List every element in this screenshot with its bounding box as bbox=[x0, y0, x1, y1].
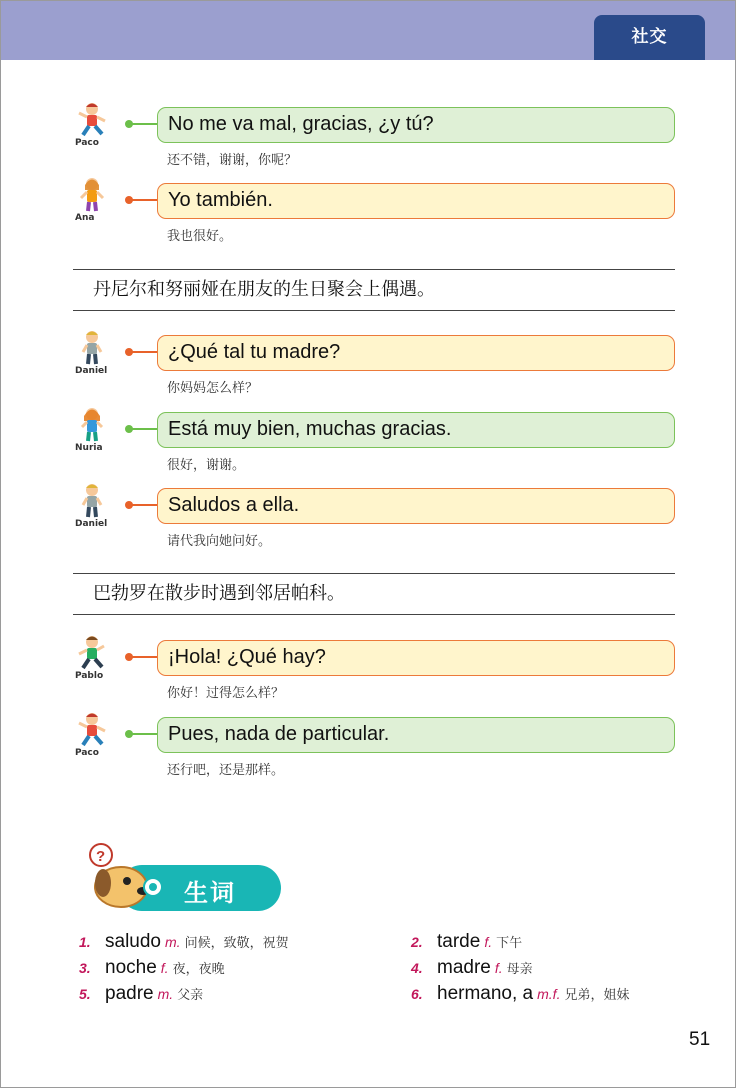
vocab-word: madre bbox=[437, 957, 491, 978]
connector bbox=[125, 199, 159, 201]
vocab-number: 1. bbox=[79, 934, 91, 950]
speaker-name: Pablo bbox=[75, 671, 104, 681]
vocab-number: 2. bbox=[411, 934, 423, 950]
speaker-name: Paco bbox=[75, 138, 99, 148]
dialogue-bubble: Está muy bien, muchas gracias. bbox=[157, 412, 675, 448]
girl-character-icon bbox=[75, 406, 109, 446]
speaker-figure-paco bbox=[75, 101, 109, 147]
boy-character-icon bbox=[75, 711, 109, 751]
vocab-item bbox=[411, 983, 629, 1005]
boy-character-icon bbox=[75, 329, 109, 369]
dialogue-bubble: ¡Hola! ¿Qué hay? bbox=[157, 640, 675, 676]
speaker-figure-paco bbox=[75, 711, 109, 757]
dialogue-translation: 还不错，谢谢，你呢？ bbox=[167, 153, 298, 168]
dialogue-bubble: ¿Qué tal tu madre? bbox=[157, 335, 675, 371]
vocab-word: tarde bbox=[437, 931, 481, 952]
dialogue-bubble: Yo también. bbox=[157, 183, 675, 219]
boy-character-icon bbox=[75, 482, 109, 522]
connector bbox=[125, 123, 159, 125]
speaker-figure-nuria bbox=[75, 406, 109, 452]
boy-character-icon bbox=[75, 634, 109, 674]
vocab-pos: f. bbox=[160, 960, 169, 976]
vocab-number: 4. bbox=[411, 960, 423, 976]
vocab-pos: f. bbox=[484, 934, 493, 950]
dialogue-bubble: Saludos a ella. bbox=[157, 488, 675, 524]
vocab-pos: m. bbox=[165, 934, 181, 950]
vocab-number: 5. bbox=[79, 986, 91, 1002]
speaker-figure-ana bbox=[75, 176, 109, 222]
vocab-pos: m. bbox=[157, 986, 174, 1002]
speaker-figure-daniel bbox=[75, 482, 109, 528]
connector bbox=[125, 656, 159, 658]
dog-mascot-icon bbox=[79, 837, 175, 913]
vocab-word: hermano, a bbox=[437, 983, 534, 1004]
dialogue-bubble: Pues, nada de particular. bbox=[157, 717, 675, 753]
vocab-word: padre bbox=[105, 983, 154, 1004]
connector bbox=[125, 351, 159, 353]
speaker-figure-pablo bbox=[75, 634, 109, 680]
speaker-name: Paco bbox=[75, 748, 99, 758]
vocab-item bbox=[79, 957, 225, 979]
vocab-pos: f. bbox=[494, 960, 503, 976]
vocab-item bbox=[79, 931, 289, 953]
connector bbox=[125, 428, 159, 430]
dialogue-translation: 你好！过得怎么样？ bbox=[167, 686, 285, 701]
vocab-number: 3. bbox=[79, 960, 91, 976]
dialogue-translation: 请代我向她问好。 bbox=[167, 534, 272, 549]
vocab-meaning: 下午 bbox=[496, 936, 523, 951]
vocab-word: saludo bbox=[105, 931, 161, 952]
vocab-meaning: 问候，致敬，祝贺 bbox=[184, 936, 289, 951]
speaker-name: Ana bbox=[75, 213, 95, 223]
vocab-meaning: 父亲 bbox=[177, 988, 204, 1003]
speaker-figure-daniel bbox=[75, 329, 109, 375]
connector bbox=[125, 733, 159, 735]
dialogue-translation: 还行吧，还是那样。 bbox=[167, 763, 285, 778]
connector bbox=[125, 504, 159, 506]
scene-description: 丹尼尔和努丽娅在朋友的生日聚会上偶遇。 bbox=[73, 269, 675, 311]
vocab-number: 6. bbox=[411, 986, 423, 1002]
vocab-meaning: 兄弟，姐妹 bbox=[564, 988, 630, 1003]
scene-description: 巴勃罗在散步时遇到邻居帕科。 bbox=[73, 573, 675, 615]
page-number: 51 bbox=[689, 1029, 711, 1050]
boy-character-icon bbox=[75, 101, 109, 141]
speaker-name: Daniel bbox=[75, 519, 108, 529]
vocab-meaning: 夜，夜晚 bbox=[172, 962, 225, 977]
vocab-item bbox=[79, 983, 203, 1005]
section-tab: 社交 bbox=[594, 15, 705, 60]
vocab-meaning: 母亲 bbox=[506, 962, 533, 977]
speaker-name: Daniel bbox=[75, 366, 108, 376]
vocab-pos: m.f. bbox=[537, 986, 561, 1002]
vocab-word: noche bbox=[105, 957, 157, 978]
dialogue-translation: 我也很好。 bbox=[167, 229, 233, 244]
dialogue-bubble: No me va mal, gracias, ¿y tú? bbox=[157, 107, 675, 143]
dialogue-translation: 很好，谢谢。 bbox=[167, 458, 246, 473]
vocab-item bbox=[411, 931, 522, 953]
girl-character-icon bbox=[75, 176, 109, 216]
vocab-item bbox=[411, 957, 533, 979]
svg-text:?: ? bbox=[96, 848, 106, 865]
speaker-name: Nuria bbox=[75, 443, 103, 453]
vocabulary-title: 生词 bbox=[184, 879, 236, 907]
dialogue-translation: 你妈妈怎么样？ bbox=[167, 381, 259, 396]
